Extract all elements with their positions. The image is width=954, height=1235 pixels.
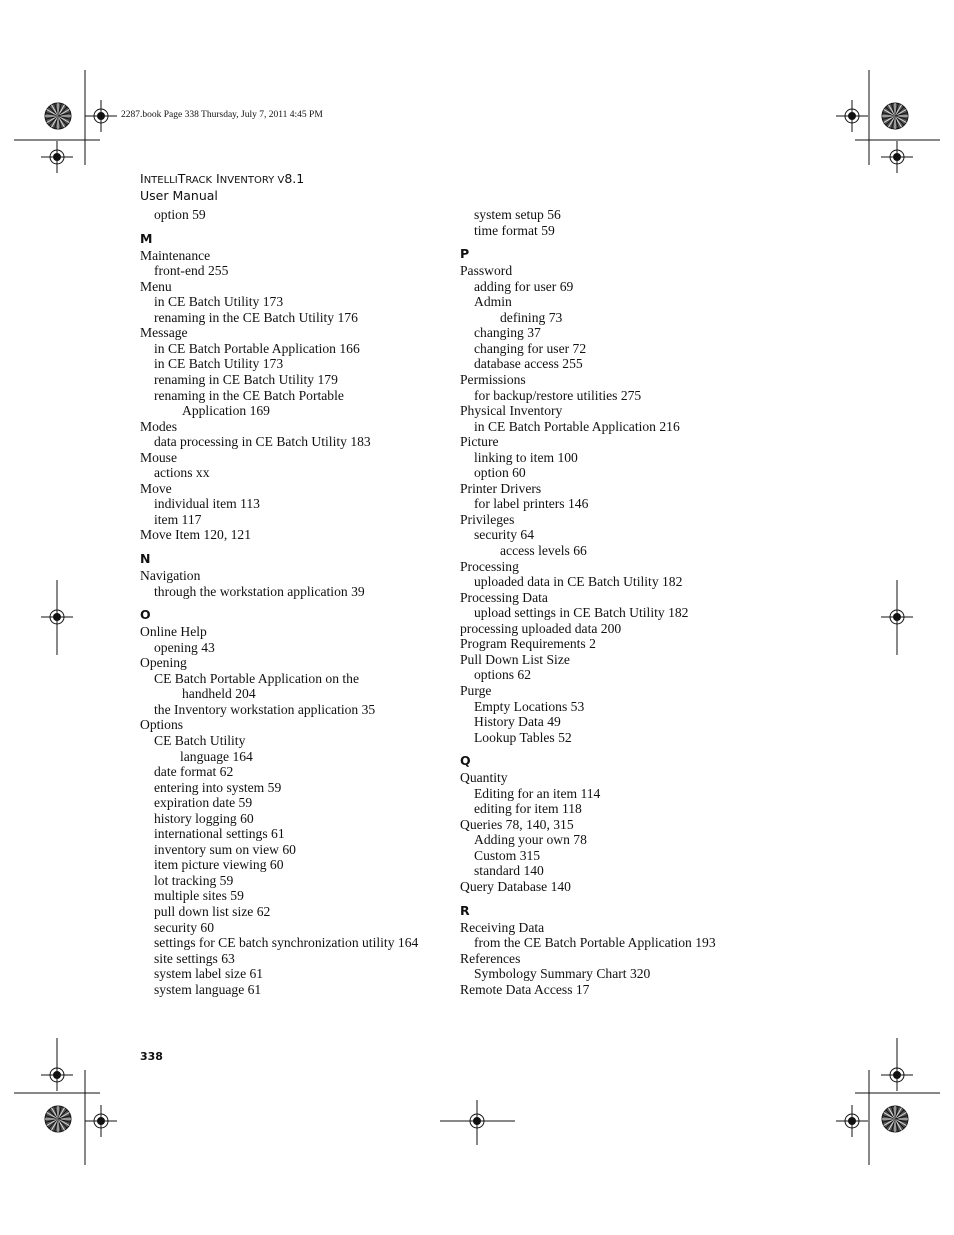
index-main-entry: Move: [140, 480, 172, 496]
index-sub-entry: changing 37: [474, 325, 541, 341]
index-sub-entry: front-end 255: [154, 263, 229, 279]
index-section-letter: Q: [460, 753, 471, 769]
index-sub-entry: item 117: [154, 511, 202, 527]
index-sub-entry: Admin: [474, 294, 512, 310]
index-sub-entry: in CE Batch Utility 173: [154, 356, 284, 372]
index-main-entry: Menu: [140, 278, 172, 294]
running-header-title: INTELLITRACK INVENTORY V8.1: [140, 171, 305, 186]
index-sub-entry: settings for CE batch synchronization utility 164: [154, 935, 419, 951]
index-sub-entry: system setup 56: [474, 207, 561, 222]
index-section-letter: O: [140, 607, 151, 623]
index-sub-entry: for backup/restore utilities 275: [474, 387, 642, 403]
index-main-entry: Remote Data Access 17: [460, 981, 590, 997]
index-sub-entry: multiple sites 59: [154, 888, 244, 904]
index-section-letter: P: [460, 246, 470, 262]
index-sub-entry: Adding your own 78: [474, 832, 587, 848]
print-slug: 2287.book Page 338 Thursday, July 7, 2011 4:45 PM: [121, 110, 323, 120]
index-sub-entry: system label size 61: [154, 966, 264, 982]
index-sub-entry: actions xx: [154, 465, 210, 481]
index-sub-entry: for label printers 146: [474, 496, 589, 512]
index-main-entry: Program Requirements 2: [460, 636, 596, 652]
index-sub-entry: Empty Locations 53: [474, 698, 585, 714]
index-sub-entry: in CE Batch Portable Application 216: [474, 418, 680, 434]
index-sub-entry: renaming in the CE Batch Utility 176: [154, 309, 358, 325]
index-main-entry: Password: [460, 263, 513, 279]
index-main-entry: Quantity: [460, 770, 508, 786]
index-sub-entry: linking to item 100: [474, 449, 578, 465]
index-sub-entry: CE Batch Utility: [154, 732, 246, 748]
index-sub-entry: renaming in CE Batch Utility 179: [154, 371, 338, 387]
index-sub-entry: opening 43: [154, 639, 215, 655]
index-sub-entry: database access 255: [474, 356, 583, 372]
index-main-entry: Processing Data: [460, 589, 548, 605]
index-sub-entry: Custom 315: [474, 847, 541, 863]
index-sub-entry: upload settings in CE Batch Utility 182: [474, 605, 689, 621]
index-sub-entry: Application 169: [182, 403, 270, 419]
index-sub-entry: expiration date 59: [154, 795, 253, 811]
index-sub-entry: language 164: [180, 748, 253, 764]
index-sub-entry: option 60: [474, 465, 526, 481]
index-main-entry: References: [460, 950, 521, 966]
index-sub-entry: in CE Batch Utility 173: [154, 294, 284, 310]
index-sub-entry: changing for user 72: [474, 340, 587, 356]
index-sub-entry: Lookup Tables 52: [474, 729, 572, 745]
index-sub-entry: international settings 61: [154, 826, 285, 842]
index-main-entry: Processing: [460, 558, 519, 574]
page-number: 338: [140, 1050, 163, 1063]
index-main-entry: Receiving Data: [460, 919, 545, 935]
index-section-letter: N: [140, 551, 151, 566]
index-main-entry: Pull Down List Size: [460, 651, 570, 667]
index-sub-entry: item picture viewing 60: [154, 857, 284, 873]
index-main-entry: Purge: [460, 682, 492, 698]
index-section-letter: M: [140, 230, 153, 246]
index-sub-entry: history logging 60: [154, 810, 254, 826]
index-sub-entry: time format 59: [474, 222, 555, 238]
index-sub-entry: entering into system 59: [154, 779, 282, 795]
index-main-entry: Opening: [140, 655, 187, 671]
index-sub-entry: Symbology Summary Chart 320: [474, 966, 651, 982]
index-sub-entry: standard 140: [474, 863, 544, 879]
index-sub-entry: the Inventory workstation application 35: [154, 701, 376, 717]
index-main-entry: Picture: [460, 434, 499, 450]
index-sub-entry: in CE Batch Portable Application 166: [154, 340, 360, 356]
index-main-entry: Query Database 140: [460, 879, 571, 894]
index-sub-entry: option 59: [154, 207, 206, 222]
index-sub-entry: individual item 113: [154, 496, 260, 512]
index-sub-entry: through the workstation application 39: [154, 583, 365, 599]
index-main-entry: Physical Inventory: [460, 403, 563, 419]
index-sub-entry: system language 61: [154, 981, 262, 997]
index-sub-entry: CE Batch Portable Application on the: [154, 670, 360, 686]
index-main-entry: Printer Drivers: [460, 480, 542, 496]
running-header-subtitle: User Manual: [140, 188, 218, 203]
index-main-entry: Queries 78, 140, 315: [460, 816, 574, 832]
index-sub-entry: from the CE Batch Portable Application 193: [474, 935, 716, 951]
index-sub-entry: adding for user 69: [474, 278, 574, 294]
index-main-entry: Options: [140, 717, 184, 733]
index-sub-entry: defining 73: [500, 309, 563, 325]
index-sub-entry: renaming in the CE Batch Portable: [154, 387, 344, 403]
index-sub-entry: access levels 66: [500, 543, 587, 558]
index-sub-entry: handheld 204: [182, 686, 256, 702]
index-main-entry: Privileges: [460, 511, 515, 527]
index-main-entry: processing uploaded data 200: [460, 620, 622, 636]
index-sub-entry: uploaded data in CE Batch Utility 182: [474, 574, 683, 590]
index-main-entry: Navigation: [140, 568, 201, 583]
index-main-entry: Online Help: [140, 624, 207, 640]
index-sub-entry: date format 62: [154, 764, 234, 780]
index-sub-entry: lot tracking 59: [154, 872, 234, 888]
index-main-entry: Maintenance: [140, 247, 211, 263]
index-sub-entry: site settings 63: [154, 950, 235, 966]
index-sub-entry: Editing for an item 114: [474, 785, 601, 801]
index-sub-entry: options 62: [474, 667, 532, 683]
index-section-letter: R: [460, 902, 470, 918]
index-sub-entry: editing for item 118: [474, 801, 582, 817]
index-main-entry: Move Item 120, 121: [140, 527, 252, 543]
index-main-entry: Message: [140, 325, 188, 341]
index-main-entry: Modes: [140, 418, 178, 434]
index-sub-entry: security 64: [474, 527, 535, 543]
index-sub-entry: History Data 49: [474, 714, 561, 730]
index-sub-entry: data processing in CE Batch Utility 183: [154, 434, 371, 450]
index-sub-entry: security 60: [154, 919, 215, 935]
index-sub-entry: inventory sum on view 60: [154, 841, 296, 857]
index-sub-entry: pull down list size 62: [154, 904, 271, 919]
index-main-entry: Mouse: [140, 449, 178, 465]
index-main-entry: Permissions: [460, 371, 526, 387]
